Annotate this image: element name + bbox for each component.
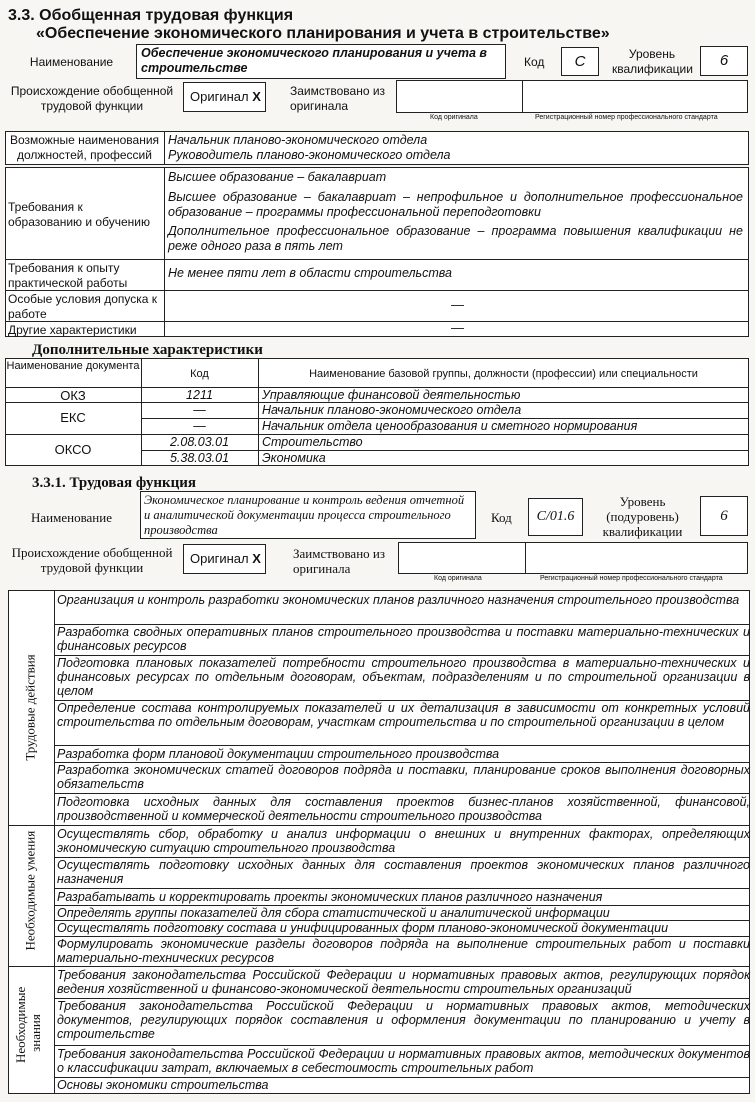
origin-label: Происхождение обобщенной трудовой функции	[10, 84, 174, 113]
okz-name: Управляющие финансовой деятельностью	[262, 388, 521, 402]
okso-code: 2.08.03.01	[169, 435, 230, 449]
tf-level-value: 6	[700, 496, 748, 536]
tf-original-label: Оригинал	[190, 551, 249, 566]
tf-level-label: Уровень (подуровень) квалификации	[602, 494, 683, 539]
knowledge-item: Требования законодательства Российской Федерации и нормативных правовых актов, регулирующих порядок ведения хозяйственной и финансово-экономической деятельности строительных организаций	[57, 968, 750, 996]
education-item: Высшее образование – бакалавриат	[168, 170, 387, 184]
header-document: Наименование документа	[6, 360, 140, 372]
skills-label: Необходимые умения	[22, 830, 38, 951]
tf-origin-code-box	[398, 542, 748, 574]
position-item: Руководитель планово-экономического отдела	[168, 148, 451, 162]
eks-name: Начальник планово-экономического отдела	[262, 403, 522, 417]
knowledge-item: Требования законодательства Российской Федерации и нормативных правовых актов, методических документов о классификации затрат, включаемых в себестоимость строительных работ	[57, 1047, 750, 1075]
education-item: Высшее образование – бакалавриат – непрофильное и дополнительное профессиональное образование – программы профессиональной переподготовки	[168, 190, 743, 219]
tf-code-value: С/01.6	[528, 498, 583, 536]
header-name: Наименование базовой группы, должности (профессии) или специальности	[309, 368, 698, 380]
special-conditions-label: Особые условия допуска к работе	[8, 292, 158, 321]
additional-title: Дополнительные характеристики	[32, 342, 263, 358]
name-label: Наименование	[29, 55, 114, 69]
experience-value: Не менее пяти лет в области строительства	[168, 266, 452, 280]
original-label: Оригинал	[190, 89, 249, 104]
actions-label: Трудовые действия	[22, 654, 38, 761]
header-code: Код	[190, 368, 209, 380]
okso-name: Экономика	[262, 451, 326, 465]
action-item: Разработка форм плановой документации строительного производства	[57, 747, 500, 761]
education-item: Дополнительное профессиональное образование – программа повышения квалификации не реже одного раза в пять лет	[168, 224, 743, 253]
skill-item: Осуществлять подготовку состава и унифицированных форм планово-экономической документации	[57, 921, 669, 935]
position-item: Начальник планово-экономического отдела	[168, 133, 428, 147]
knowledge-label: Необходимые знания	[13, 986, 43, 1063]
code-label: Код	[524, 55, 545, 69]
tf-code-original-caption: Код оригинала	[434, 575, 482, 582]
action-item: Разработка сводных оперативных планов строительного производства и поставки материально-технических и финансовых ресурсов	[57, 625, 750, 653]
tf-name-value: Экономическое планирование и контроль ведения отчетной и аналитической документации процесса строительного производства	[140, 491, 476, 539]
skill-item: Осуществлять подготовку исходных данных для составления проектов экономических планов различного назначения	[57, 858, 750, 886]
okz-doc: ОКЗ	[60, 388, 86, 403]
section-number-title: 3.3. Обобщенная трудовая функция	[8, 7, 294, 24]
experience-label: Требования к опыту практической работы	[8, 261, 128, 290]
other-characteristics-value: —	[451, 320, 464, 335]
code-value: С	[561, 47, 599, 76]
skill-item: Осуществлять сбор, обработку и анализ информации о внешних и внутренних факторах, определяющих экономическую ситуацию строительного производства	[57, 827, 750, 855]
knowledge-item: Требования законодательства Российской Федерации и нормативных правовых актов, методических документов, регулирующих порядок составления и оформления документации по планированию и учету в строительстве	[57, 999, 750, 1041]
tf-registration-caption: Регистрационный номер профессионального стандарта	[540, 575, 723, 582]
code-original-caption: Код оригинала	[430, 114, 478, 121]
eks-name: Начальник отдела ценообразования и сметного нормирования	[262, 419, 638, 433]
knowledge-item: Основы экономики строительства	[57, 1078, 269, 1092]
action-item: Разработка экономических статей договоров подряда и поставки, планирование сроков выполнения договорных обязательств	[57, 763, 750, 791]
tf-code-label: Код	[491, 510, 512, 525]
eks-doc: ЕКС	[60, 410, 86, 425]
tf-title: 3.3.1. Трудовая функция	[32, 475, 197, 491]
action-item: Организация и контроль разработки экономических планов различного назначения строительного производства	[57, 593, 740, 607]
borrowed-label: Заимствовано из оригинала	[290, 84, 386, 113]
okz-code: 1211	[186, 388, 213, 402]
tf-origin-label: Происхождение обобщенной трудовой функции	[11, 545, 173, 575]
okso-doc: ОКСО	[54, 442, 92, 457]
level-value: 6	[700, 46, 748, 76]
education-label: Требования к образованию и обучению	[8, 200, 150, 229]
original-box	[183, 82, 266, 112]
other-characteristics-label: Другие характеристики	[8, 323, 137, 337]
general-function-name: Обеспечение экономического планирования и учета в строительстве	[136, 44, 506, 79]
original-mark: Х	[252, 89, 261, 104]
eks-code: —	[193, 403, 206, 417]
skill-item: Определять группы показателей для сбора статистической и аналитической информации	[57, 906, 610, 920]
special-conditions-value: —	[451, 297, 464, 312]
tf-original-box	[183, 544, 266, 574]
positions-label: Возможные наименования должностей, профессий	[9, 133, 160, 162]
origin-code-box	[396, 80, 748, 113]
eks-code: —	[193, 419, 206, 433]
okso-name: Строительство	[262, 435, 363, 449]
action-item: Подготовка плановых показателей потребности строительного производства в материально-технических и финансовых ресурсах по отдельным договорам, объектам, подразделениям и по строительной организации в целом	[57, 656, 750, 698]
action-item: Определение состава контролируемых показателей и их детализация в зависимости от конкретных условий строительства по отдельным договорам, участкам строительства и по строительной организации в целом	[57, 701, 750, 729]
registration-caption: Регистрационный номер профессионального стандарта	[535, 114, 718, 121]
tf-name-label: Наименование	[31, 510, 112, 525]
action-item: Подготовка исходных данных для составления проектов бизнес-планов хозяйственной, финансовой, производственной и коммерческой деятельности строительного производства	[57, 795, 750, 823]
section-title: «Обеспечение экономического планирования и учета в строительстве»	[36, 25, 610, 42]
skill-item: Формулировать экономические разделы договоров подряда на выполнение строительных работ и поставки материально-технических ресурсов	[57, 937, 750, 965]
level-label: Уровень квалификации	[612, 47, 693, 76]
tf-borrowed-label: Заимствовано из оригинала	[293, 546, 386, 576]
skill-item: Разрабатывать и корректировать проекты экономических планов различного назначения	[57, 890, 603, 904]
okso-code: 5.38.03.01	[169, 451, 230, 465]
tf-original-mark: Х	[252, 551, 261, 566]
